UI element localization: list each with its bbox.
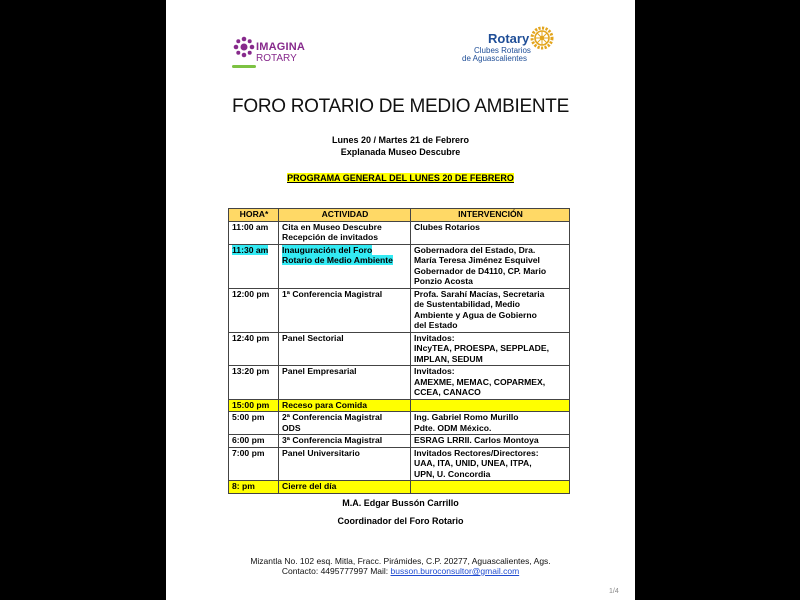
cell-hora (229, 221, 279, 244)
actividad-line: Panel Sectorial (282, 332, 344, 343)
table-row (229, 332, 570, 366)
intervencion-line: Ambiente y Agua de Gobierno (414, 309, 537, 320)
intervencion-line: CCEA, CANACO (414, 387, 481, 397)
intervencion-line: Invitados: (414, 332, 455, 343)
cell-hora (229, 399, 279, 412)
intervencion-line: ESRAG LRRII. Carlos Montoya (414, 435, 539, 445)
date-line: Lunes 20 / Martes 21 de Febrero (331, 135, 470, 145)
actividad-line: Inauguración del Foro (282, 244, 373, 255)
cell-actividad (279, 412, 411, 435)
imagina-rotary-logo (232, 34, 322, 74)
cell-hora (229, 332, 279, 366)
intervencion-line: Gobernador de D4110, CP. Mario (414, 265, 547, 276)
actividad-line: Rotario de Medio Ambiente (282, 255, 393, 265)
cell-intervencion (411, 366, 570, 400)
cell-hora (229, 435, 279, 448)
imagina-flower-icon (232, 34, 256, 74)
hora-text: 12:40 pm (232, 332, 270, 343)
table-row (229, 435, 570, 448)
program-title-text: PROGRAMA GENERAL DEL LUNES 20 DE FEBRERO (287, 173, 514, 183)
document-page (166, 0, 635, 600)
cell-hora (229, 244, 279, 288)
cell-hora (229, 481, 279, 494)
cell-intervencion (411, 288, 570, 332)
cell-intervencion (411, 412, 570, 435)
actividad-line: Panel Universitario (282, 447, 360, 458)
venue-line: Explanada Museo Descubre (340, 147, 461, 157)
intervencion-line: Ing. Gabriel Romo Murillo (414, 412, 519, 422)
hora-text: 13:20 pm (232, 366, 270, 376)
table-row (229, 288, 570, 332)
cell-hora (229, 366, 279, 400)
table-row (229, 244, 570, 288)
table-row (229, 366, 570, 400)
cell-actividad (279, 288, 411, 332)
cell-intervencion (411, 435, 570, 448)
hora-text: 15:00 pm (232, 399, 270, 410)
coordinator-role: Coordinador del Foro Rotario (337, 516, 464, 526)
intervencion-line: Pdte. ODM México. (414, 422, 492, 433)
rotary-wheel-icon (530, 26, 554, 50)
table-row (229, 399, 570, 412)
cell-hora (229, 447, 279, 481)
cell-actividad (279, 399, 411, 412)
rotary-clubs-logo (462, 26, 557, 66)
coordinator-name: M.A. Edgar Bussón Carrillo (342, 498, 459, 508)
intervencion-line: Ponzio Acosta (414, 276, 473, 286)
actividad-line: Recepción de invitados (282, 232, 378, 242)
table-row (229, 481, 570, 494)
cell-intervencion (411, 447, 570, 481)
email-link[interactable]: busson.buroconsultor@gmail.com (390, 566, 520, 576)
page-indicator: 1/4 (609, 588, 619, 595)
schedule-table (228, 208, 570, 494)
intervencion-line: Clubes Rotarios (414, 221, 480, 232)
rotary-word: Rotary (488, 31, 530, 46)
table-row (229, 412, 570, 435)
cell-hora (229, 412, 279, 435)
intervencion-line: Invitados: (414, 366, 455, 376)
cell-actividad (279, 221, 411, 244)
intervencion-line: UAA, ITA, UNID, UNEA, ITPA, (414, 458, 532, 468)
intervencion-line: del Estado (414, 320, 458, 330)
hora-text: 5:00 pm (232, 412, 265, 422)
rotary-subtitle-1: Clubes Rotarios (474, 46, 531, 55)
actividad-line: 3ª Conferencia Magistral (282, 435, 383, 445)
intervencion-line: INcyTEA, PROESPA, SEPPLADE, (414, 343, 549, 353)
actividad-line: Receso para Comida (282, 399, 368, 410)
actividad-line: ODS (282, 422, 301, 433)
program-title (166, 173, 635, 183)
document-title: FORO ROTARIO DE MEDIO AMBIENTE (232, 96, 569, 117)
header-hora: HORA* (229, 209, 279, 222)
hora-text: 11:00 am (232, 221, 269, 232)
cell-hora (229, 288, 279, 332)
footer-contact-prefix: Contacto: 4495777997 Mail: (281, 566, 391, 576)
footer-contact (166, 566, 635, 576)
cell-actividad (279, 435, 411, 448)
hora-text: 11:30 am (232, 244, 269, 255)
imagina-word: IMAGINA (256, 41, 306, 53)
intervencion-line: de Sustentabilidad, Medio (414, 299, 520, 309)
cell-actividad (279, 366, 411, 400)
intervencion-line: AMEXME, MEMAC, COPARMEX, (414, 376, 546, 387)
hora-text: 8: pm (232, 481, 255, 491)
hora-text: 12:00 pm (232, 288, 270, 299)
actividad-line: Cita en Museo Descubre (282, 221, 382, 232)
intervencion-line: Profa. Sarahí Macías, Secretaria (414, 288, 545, 299)
table-row (229, 447, 570, 481)
cell-intervencion (411, 481, 570, 494)
intervencion-line: IMPLAN, SEDUM (414, 353, 483, 364)
imagina-rotary-word: ROTARY (256, 53, 297, 64)
cell-intervencion (411, 221, 570, 244)
actividad-line: 2ª Conferencia Magistral (282, 412, 383, 422)
cell-actividad (279, 244, 411, 288)
cell-actividad (279, 447, 411, 481)
footer-address: Mizantla No. 102 esq. Mitla, Fracc. Pirámides, C.P. 20277, Aguascalientes, Ags. (250, 556, 551, 566)
table-header-row (229, 209, 570, 222)
cell-intervencion (411, 332, 570, 366)
hora-text: 6:00 pm (232, 435, 265, 445)
hora-text: 7:00 pm (232, 447, 265, 458)
actividad-line: Cierre del día (282, 481, 337, 491)
cell-actividad (279, 332, 411, 366)
intervencion-line: UPN, U. Concordia (414, 468, 491, 479)
cell-intervencion (411, 399, 570, 412)
table-row (229, 221, 570, 244)
actividad-line: 1ª Conferencia Magistral (282, 288, 383, 299)
header-intervencion: INTERVENCIÓN (411, 209, 570, 222)
cell-intervencion (411, 244, 570, 288)
intervencion-line: María Teresa Jiménez Esquivel (414, 255, 540, 265)
cell-actividad (279, 481, 411, 494)
rotary-subtitle-2: de Aguascalientes (462, 54, 527, 63)
intervencion-line: Gobernadora del Estado, Dra. (414, 244, 536, 255)
schedule-body (229, 221, 570, 493)
intervencion-line: Invitados Rectores/Directores: (414, 447, 539, 458)
actividad-line: Panel Empresarial (282, 366, 357, 376)
header-actividad: ACTIVIDAD (279, 209, 411, 222)
